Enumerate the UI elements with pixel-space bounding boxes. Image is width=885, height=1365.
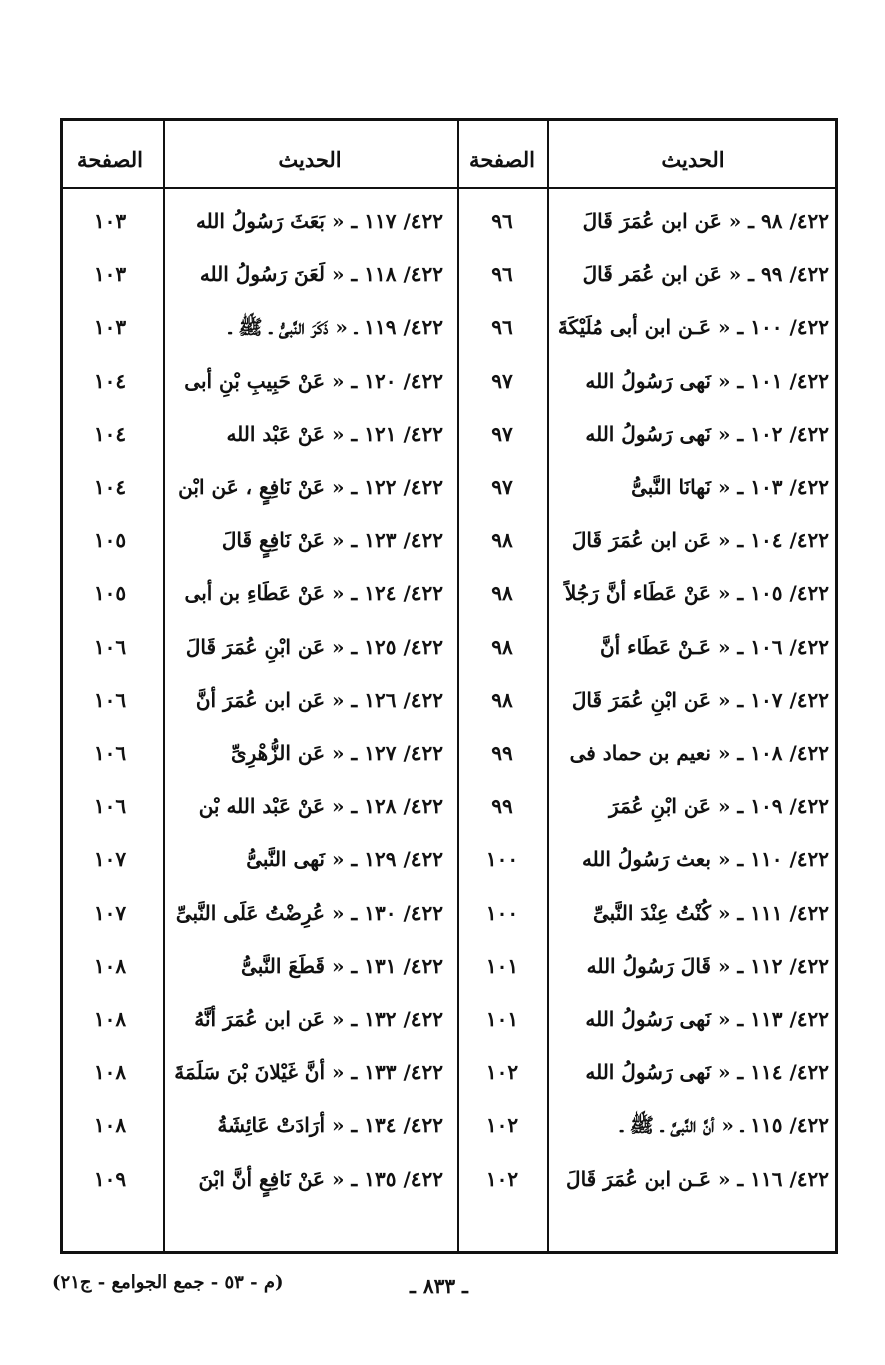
hadith-entry: ٤٢٢/ ١٢٨ ـ « عَنْ عَبْد الله بْن — [198, 794, 443, 819]
page-number: ٩٨ — [491, 528, 513, 553]
hadith-entry: ٤٢٢/ ١٢٣ ـ « عَنْ نَافِعٍ قَالَ — [221, 528, 443, 553]
hadith-entry: ٤٢٢/ ١٣٥ ـ « عَنْ نَافِعٍ أنَّ ابْنَ — [198, 1166, 443, 1191]
hadith-entry: ٤٢٢/ ١١٤ ـ « نَهى رَسُولُ الله — [585, 1060, 829, 1085]
page-number: ٩٨ — [491, 687, 513, 712]
page-number: ٩٨ — [491, 634, 513, 659]
hadith-entry: ٤٢٢/ ١٣٠ ـ « عُرِضْتُ عَلَى النَّبىِّ — [175, 900, 443, 925]
column-divider — [547, 121, 549, 1251]
hadith-entry: ٤٢٢/ ١٢٧ ـ « عَن الزُّهْرِىِّ — [230, 741, 443, 765]
page-number: ٩٩ — [491, 741, 513, 765]
left-page-header: الصفحة — [77, 147, 143, 172]
page-number: ٩٧ — [491, 475, 513, 499]
page-number: ١٠٨ — [93, 1113, 127, 1138]
hadith-entry: ٤٢٢/ ١٢١ ـ « عَنْ عَبْد الله — [226, 421, 443, 446]
page-number: ١٠٦ — [93, 634, 127, 659]
page-number: ١٠٨ — [93, 1007, 127, 1031]
hadith-entry: ٤٢٢/ ١٠٨ ـ « نعيم بن حماد فى — [569, 741, 829, 765]
page-number: ١٠٥ — [93, 581, 127, 606]
hadith-entry: ٤٢٢/ ١٢٦ ـ « عَن ابن عُمَرَ أنَّ — [195, 687, 443, 712]
hadith-entry: ٤٢٢/ ١٢٤ ـ « عَنْ عَطَاءِ بن أبى — [184, 581, 443, 606]
page-number: ١٠٧ — [93, 847, 127, 872]
hadith-entry: ٤٢٢/ ١٣٢ ـ « عَن ابن عُمَرَ أنَّهُ — [194, 1007, 443, 1031]
right-hadith-header: الحديث — [661, 147, 725, 172]
page-number: ١٠١ — [485, 953, 519, 978]
page-number: ١٠٦ — [93, 687, 127, 712]
page-number: ٩٦ — [491, 209, 513, 233]
page-number: ١٠٧ — [93, 900, 127, 925]
page-number: ١٠١ — [485, 1007, 519, 1031]
page-number: ١٠٨ — [93, 953, 127, 978]
index-table — [60, 118, 838, 1254]
column-divider — [163, 121, 165, 1251]
page-number: ١٠٠ — [485, 847, 519, 872]
header-divider — [63, 187, 835, 189]
hadith-entry: ٤٢٢/ ٩٩ ـ « عَن ابن عُمَر قَالَ — [582, 262, 829, 287]
page-number: ١٠٣ — [93, 315, 127, 340]
hadith-entry: ٤٢٢/ ١٢٠ ـ « عَنْ حَبِيبِ بْنِ أبى — [184, 368, 443, 393]
left-hadith-header: الحديث — [278, 147, 342, 172]
page-number: ٩٦ — [491, 315, 513, 340]
page-number: ١٠٠ — [485, 900, 519, 925]
column-divider — [457, 121, 459, 1251]
page-number: ٩٧ — [491, 368, 513, 393]
page-number: ٩٧ — [491, 421, 513, 446]
hadith-entry: ٤٢٢/ ١٣١ ـ « قَطَعَ النَّبىُّ — [241, 953, 443, 978]
page-number: ١٠٤ — [93, 368, 127, 393]
hadith-entry: ٤٢٢/ ١٠٣ ـ « نَهانَا النَّبىُّ — [631, 475, 829, 499]
page-number: ١٠٦ — [93, 794, 127, 819]
page-number: ١٠٩ — [93, 1166, 127, 1191]
hadith-entry: ٤٢٢/ ١٠٧ ـ « عَن ابْنِ عُمَرَ قَالَ — [571, 687, 829, 712]
hadith-entry: ٤٢٢/ ١١٨ ـ « لَعَنَ رَسُولُ الله — [199, 262, 443, 287]
hadith-entry: ٤٢٢/ ١١٠ ـ « بعث رَسُولُ الله — [581, 847, 829, 872]
hadith-entry: ٤٢٢/ ٩٨ ـ « عَن ابن عُمَرَ قَالَ — [582, 209, 829, 233]
hadith-entry: ٤٢٢/ ١٣٣ ـ « أنَّ غَيْلانَ بْنَ سَلَمَةَ — [174, 1060, 443, 1085]
page-number: ١٠٢ — [485, 1166, 519, 1191]
hadith-entry: ٤٢٢/ ١١٥ ـ « أنَّ النَّبىَّ ـ ﷺ ـ — [620, 1113, 829, 1138]
hadith-entry: ٤٢٢/ ١٠١ ـ « نَهى رَسُولُ الله — [585, 368, 829, 393]
page-number: ٩٩ — [491, 794, 513, 819]
hadith-entry: ٤٢٢/ ١١٦ ـ « عَـن ابن عُمَرَ قَالَ — [566, 1166, 829, 1191]
page-number: ١٠٥ — [93, 528, 127, 553]
hadith-entry: ٤٢٢/ ١٢٢ ـ « عَنْ نَافِعٍ ، عَن ابْن — [178, 475, 443, 499]
footer-page-number: ـ ٨٣٣ ـ — [410, 1274, 468, 1298]
footer-volume-note: (م - ٥٣ - جمع الجوامع - ج٢١) — [52, 1272, 284, 1293]
hadith-entry: ٤٢٢/ ١٠٦ ـ « عَـنْ عَطَاء أنَّ — [599, 634, 829, 659]
page-number: ١٠٣ — [93, 262, 127, 287]
page-number: ١٠٣ — [93, 209, 127, 233]
page-number: ١٠٢ — [485, 1060, 519, 1085]
page-number: ١٠٤ — [93, 475, 127, 499]
page-number: ١٠٢ — [485, 1113, 519, 1138]
page-number: ١٠٤ — [93, 421, 127, 446]
hadith-entry: ٤٢٢/ ١٢٥ ـ « عَن ابْنِ عُمَرَ قَالَ — [185, 634, 443, 659]
hadith-entry: ٤٢٢/ ١٠٥ ـ « عَنْ عَطَاء أنَّ رَجُلاً — [564, 581, 829, 606]
page-number: ٩٨ — [491, 581, 513, 606]
page-number: ١٠٦ — [93, 741, 127, 765]
page-number: ٩٦ — [491, 262, 513, 287]
hadith-entry: ٤٢٢/ ١١٢ ـ « قَالَ رَسُولُ الله — [586, 953, 829, 978]
hadith-entry: ٤٢٢/ ١٠٩ ـ « عَن ابْنِ عُمَرَ — [609, 794, 829, 819]
hadith-entry: ٤٢٢/ ١١٣ ـ « نَهى رَسُولُ الله — [585, 1007, 829, 1031]
hadith-entry: ٤٢٢/ ١١١ ـ « كُنْتُ عِنْدَ النَّبىِّ — [593, 900, 829, 925]
right-page-header: الصفحة — [469, 147, 535, 172]
hadith-entry: ٤٢٢/ ١٣٤ ـ « أرَادَتْ عَائِشَةُ — [217, 1113, 443, 1138]
hadith-entry: ٤٢٢/ ١٠٢ ـ « نَهى رَسُولُ الله — [585, 421, 829, 446]
hadith-entry: ٤٢٢/ ١٠٠ ـ « عَـن ابن أبى مُلَيْكَةَ — [557, 315, 829, 340]
page-number: ١٠٨ — [93, 1060, 127, 1085]
hadith-entry: ٤٢٢/ ١١٩ ـ « ذَكَرَ النَّبىُّ ـ ﷺ ـ — [228, 315, 443, 340]
hadith-entry: ٤٢٢/ ١٢٩ ـ « نَهى النَّبىُّ — [246, 847, 443, 872]
hadith-entry: ٤٢٢/ ١٠٤ ـ « عَن ابن عُمَرَ قَالَ — [571, 528, 829, 553]
hadith-entry: ٤٢٢/ ١١٧ ـ « بَعَثَ رَسُولُ الله — [195, 209, 443, 233]
